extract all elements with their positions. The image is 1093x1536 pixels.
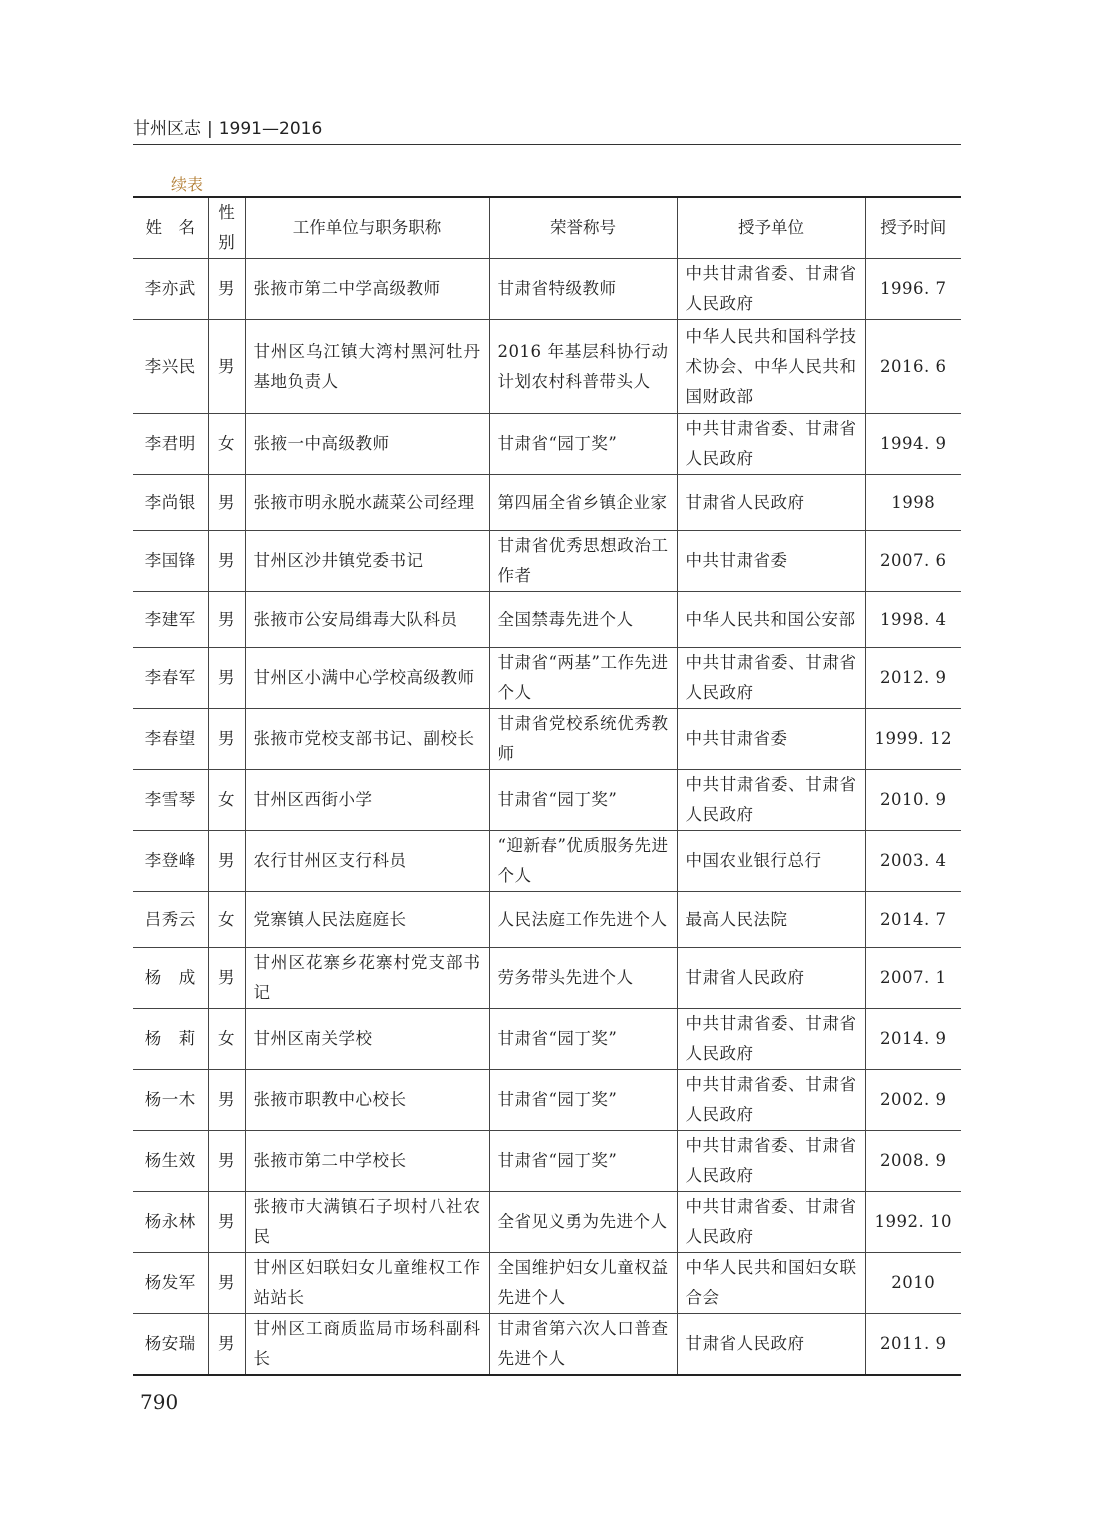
cell-name: 杨一木 bbox=[133, 1070, 208, 1131]
cell-unit: 甘州区沙井镇党委书记 bbox=[245, 531, 489, 592]
table-continued-label: 续表 bbox=[171, 175, 204, 194]
table-row bbox=[133, 1314, 961, 1376]
year-range: 1991—2016 bbox=[218, 119, 323, 139]
cell-gender: 男 bbox=[208, 592, 245, 648]
cell-grantor: 中共甘肃省委、甘肃省人民政府 bbox=[677, 259, 865, 320]
cell-grantor: 中共甘肃省委 bbox=[677, 531, 865, 592]
cell-unit: 张掖市党校支部书记、副校长 bbox=[245, 709, 489, 770]
cell-name: 杨 莉 bbox=[133, 1009, 208, 1070]
cell-gender: 男 bbox=[208, 1192, 245, 1253]
cell-unit: 甘州区南关学校 bbox=[245, 1009, 489, 1070]
cell-date: 2002. 9 bbox=[865, 1070, 961, 1131]
cell-honor: 全国禁毒先进个人 bbox=[489, 592, 677, 648]
cell-honor: 甘肃省“园丁奖” bbox=[489, 770, 677, 831]
cell-date: 1994. 9 bbox=[865, 414, 961, 475]
running-header bbox=[133, 118, 961, 145]
cell-name: 李亦武 bbox=[133, 259, 208, 320]
cell-honor: 甘肃省“两基”工作先进个人 bbox=[489, 648, 677, 709]
cell-date: 2014. 9 bbox=[865, 1009, 961, 1070]
cell-grantor: 中共甘肃省委、甘肃省人民政府 bbox=[677, 1070, 865, 1131]
cell-unit: 张掖市职教中心校长 bbox=[245, 1070, 489, 1131]
cell-date: 2007. 6 bbox=[865, 531, 961, 592]
col-header-grantor: 授予单位 bbox=[677, 197, 865, 259]
cell-name: 李君明 bbox=[133, 414, 208, 475]
table-row bbox=[133, 320, 961, 414]
cell-grantor: 中共甘肃省委、甘肃省人民政府 bbox=[677, 648, 865, 709]
cell-grantor: 中华人民共和国公安部 bbox=[677, 592, 865, 648]
cell-gender: 男 bbox=[208, 320, 245, 414]
col-header-name: 姓 名 bbox=[133, 197, 208, 259]
cell-date: 1996. 7 bbox=[865, 259, 961, 320]
cell-gender: 男 bbox=[208, 648, 245, 709]
page-number: 790 bbox=[140, 1390, 179, 1414]
cell-gender: 男 bbox=[208, 1253, 245, 1314]
cell-honor: 第四届全省乡镇企业家 bbox=[489, 475, 677, 531]
table-row bbox=[133, 831, 961, 892]
cell-grantor: 中共甘肃省委、甘肃省人民政府 bbox=[677, 1131, 865, 1192]
col-header-unit: 工作单位与职务职称 bbox=[245, 197, 489, 259]
cell-gender: 男 bbox=[208, 948, 245, 1009]
cell-date: 1998 bbox=[865, 475, 961, 531]
cell-name: 杨 成 bbox=[133, 948, 208, 1009]
cell-grantor: 中国农业银行总行 bbox=[677, 831, 865, 892]
cell-unit: 甘州区乌江镇大湾村黑河牡丹基地负责人 bbox=[245, 320, 489, 414]
cell-date: 2012. 9 bbox=[865, 648, 961, 709]
cell-unit: 张掖市第二中学校长 bbox=[245, 1131, 489, 1192]
cell-honor: 全国维护妇女儿童权益先进个人 bbox=[489, 1253, 677, 1314]
cell-name: 李尚银 bbox=[133, 475, 208, 531]
cell-gender: 男 bbox=[208, 709, 245, 770]
cell-honor: 劳务带头先进个人 bbox=[489, 948, 677, 1009]
cell-grantor: 最高人民法院 bbox=[677, 892, 865, 948]
cell-name: 杨安瑞 bbox=[133, 1314, 208, 1376]
table-row bbox=[133, 1070, 961, 1131]
cell-name: 李建军 bbox=[133, 592, 208, 648]
cell-gender: 男 bbox=[208, 1070, 245, 1131]
cell-name: 李春望 bbox=[133, 709, 208, 770]
table-body bbox=[133, 259, 961, 1376]
cell-honor: 甘肃省“园丁奖” bbox=[489, 1131, 677, 1192]
col-header-date: 授予时间 bbox=[865, 197, 961, 259]
cell-name: 杨发军 bbox=[133, 1253, 208, 1314]
cell-grantor: 中华人民共和国科学技术协会、中华人民共和国财政部 bbox=[677, 320, 865, 414]
cell-grantor: 中共甘肃省委、甘肃省人民政府 bbox=[677, 414, 865, 475]
cell-date: 2010. 9 bbox=[865, 770, 961, 831]
cell-unit: 张掖市大满镇石子坝村八社农民 bbox=[245, 1192, 489, 1253]
cell-name: 李春军 bbox=[133, 648, 208, 709]
cell-gender: 女 bbox=[208, 414, 245, 475]
cell-honor: “迎新春”优质服务先进个人 bbox=[489, 831, 677, 892]
book-title: 甘州区志 bbox=[133, 119, 201, 139]
cell-unit: 甘州区工商质监局市场科副科长 bbox=[245, 1314, 489, 1376]
cell-gender: 男 bbox=[208, 475, 245, 531]
table-row bbox=[133, 709, 961, 770]
cell-grantor: 甘肃省人民政府 bbox=[677, 1314, 865, 1376]
table-row bbox=[133, 648, 961, 709]
table-row bbox=[133, 770, 961, 831]
cell-date: 2008. 9 bbox=[865, 1131, 961, 1192]
cell-date: 2014. 7 bbox=[865, 892, 961, 948]
table-header bbox=[133, 197, 961, 259]
cell-date: 2011. 9 bbox=[865, 1314, 961, 1376]
cell-gender: 男 bbox=[208, 831, 245, 892]
cell-gender: 女 bbox=[208, 1009, 245, 1070]
cell-grantor: 中共甘肃省委 bbox=[677, 709, 865, 770]
cell-unit: 张掖一中高级教师 bbox=[245, 414, 489, 475]
cell-honor: 全省见义勇为先进个人 bbox=[489, 1192, 677, 1253]
cell-unit: 甘州区西街小学 bbox=[245, 770, 489, 831]
cell-grantor: 中共甘肃省委、甘肃省人民政府 bbox=[677, 1192, 865, 1253]
cell-name: 李登峰 bbox=[133, 831, 208, 892]
cell-name: 李兴民 bbox=[133, 320, 208, 414]
honors-table bbox=[133, 196, 961, 1376]
cell-honor: 甘肃省优秀思想政治工作者 bbox=[489, 531, 677, 592]
cell-gender: 男 bbox=[208, 531, 245, 592]
cell-gender: 女 bbox=[208, 770, 245, 831]
cell-honor: 甘肃省“园丁奖” bbox=[489, 1070, 677, 1131]
cell-honor: 2016 年基层科协行动计划农村科普带头人 bbox=[489, 320, 677, 414]
cell-unit: 张掖市第二中学高级教师 bbox=[245, 259, 489, 320]
cell-name: 吕秀云 bbox=[133, 892, 208, 948]
table-row bbox=[133, 1009, 961, 1070]
cell-grantor: 中共甘肃省委、甘肃省人民政府 bbox=[677, 1009, 865, 1070]
cell-gender: 男 bbox=[208, 1131, 245, 1192]
cell-date: 1998. 4 bbox=[865, 592, 961, 648]
cell-honor: 甘肃省“园丁奖” bbox=[489, 414, 677, 475]
table-row bbox=[133, 1253, 961, 1314]
cell-grantor: 中共甘肃省委、甘肃省人民政府 bbox=[677, 770, 865, 831]
header-separator: | bbox=[207, 119, 213, 139]
cell-honor: 甘肃省第六次人口普查先进个人 bbox=[489, 1314, 677, 1376]
cell-name: 杨永林 bbox=[133, 1192, 208, 1253]
cell-date: 2007. 1 bbox=[865, 948, 961, 1009]
cell-honor: 甘肃省“园丁奖” bbox=[489, 1009, 677, 1070]
table-row bbox=[133, 259, 961, 320]
table-row bbox=[133, 892, 961, 948]
table-row bbox=[133, 948, 961, 1009]
cell-unit: 甘州区小满中心学校高级教师 bbox=[245, 648, 489, 709]
table-row bbox=[133, 1192, 961, 1253]
cell-date: 2010 bbox=[865, 1253, 961, 1314]
table-row bbox=[133, 592, 961, 648]
cell-date: 2003. 4 bbox=[865, 831, 961, 892]
cell-date: 1992. 10 bbox=[865, 1192, 961, 1253]
cell-unit: 甘州区妇联妇女儿童维权工作站站长 bbox=[245, 1253, 489, 1314]
table-row bbox=[133, 531, 961, 592]
cell-grantor: 中华人民共和国妇女联合会 bbox=[677, 1253, 865, 1314]
cell-unit: 张掖市明永脱水蔬菜公司经理 bbox=[245, 475, 489, 531]
cell-unit: 甘州区花寨乡花寨村党支部书记 bbox=[245, 948, 489, 1009]
cell-honor: 甘肃省党校系统优秀教师 bbox=[489, 709, 677, 770]
cell-honor: 人民法庭工作先进个人 bbox=[489, 892, 677, 948]
cell-honor: 甘肃省特级教师 bbox=[489, 259, 677, 320]
col-header-gender: 性别 bbox=[208, 197, 245, 259]
table-row bbox=[133, 414, 961, 475]
table-row bbox=[133, 475, 961, 531]
cell-name: 杨生效 bbox=[133, 1131, 208, 1192]
col-header-honor: 荣誉称号 bbox=[489, 197, 677, 259]
cell-date: 1999. 12 bbox=[865, 709, 961, 770]
cell-grantor: 甘肃省人民政府 bbox=[677, 475, 865, 531]
cell-gender: 男 bbox=[208, 1314, 245, 1376]
table-row bbox=[133, 1131, 961, 1192]
cell-name: 李雪琴 bbox=[133, 770, 208, 831]
cell-gender: 女 bbox=[208, 892, 245, 948]
cell-grantor: 甘肃省人民政府 bbox=[677, 948, 865, 1009]
cell-unit: 张掖市公安局缉毒大队科员 bbox=[245, 592, 489, 648]
cell-gender: 男 bbox=[208, 259, 245, 320]
cell-unit: 党寨镇人民法庭庭长 bbox=[245, 892, 489, 948]
header-row bbox=[133, 197, 961, 259]
cell-date: 2016. 6 bbox=[865, 320, 961, 414]
cell-unit: 农行甘州区支行科员 bbox=[245, 831, 489, 892]
cell-name: 李国锋 bbox=[133, 531, 208, 592]
